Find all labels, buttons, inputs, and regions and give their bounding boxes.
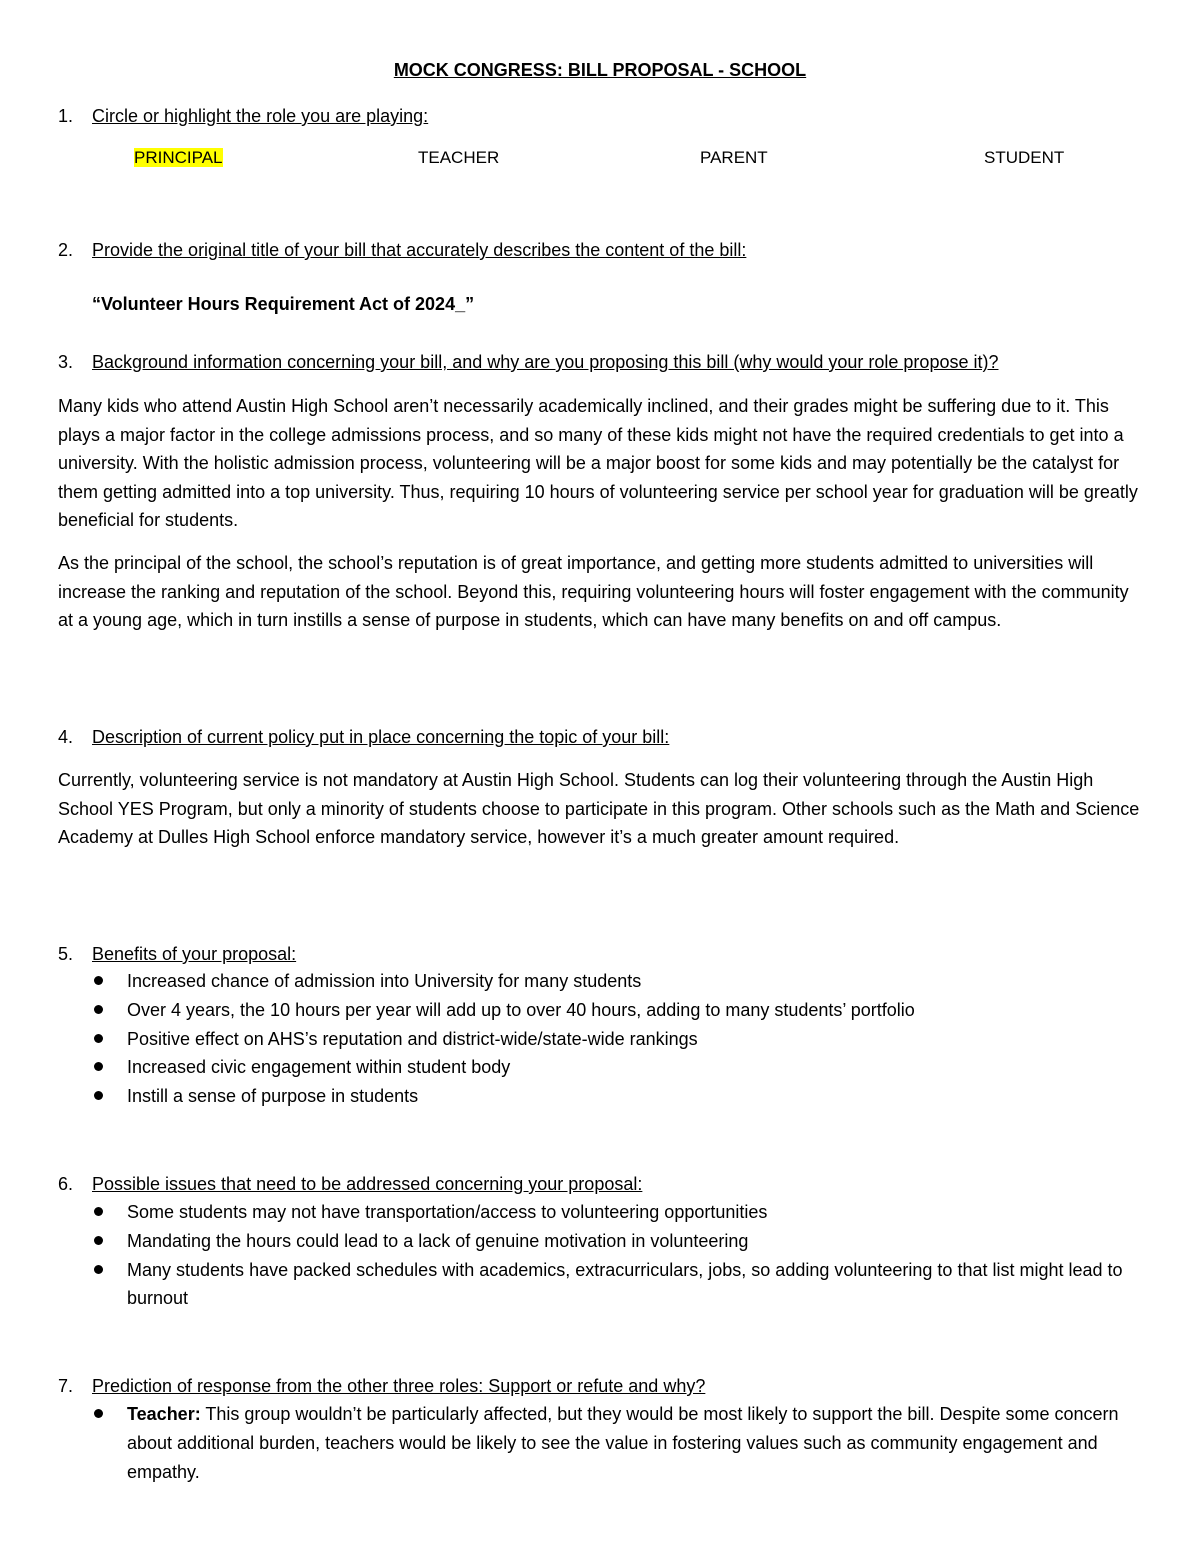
benefit-text: Instill a sense of purpose in students	[127, 1086, 419, 1107]
list-item	[92, 1025, 1152, 1054]
document-title: MOCK CONGRESS: BILL PROPOSAL - SCHOOL	[393, 60, 807, 80]
current-policy-paragraph: Currently, volunteering service is not mandatory at Austin High School. Students can log their volunteering through the Austin High School YES Program, but only a minority of students choose to participate in this program. Other schools such as the Math and Science Academy at Dulles High School enforce mandatory service, however it’s a much greater amount required.	[58, 770, 1140, 848]
benefit-text: Increased civic engagement within student body	[127, 1057, 511, 1078]
bullet-icon	[94, 1062, 103, 1071]
prediction-text: This group wouldn’t be particularly affected, but they would be most likely to support the bill. Despite some concern about additional burden, teachers would be likely to see the value in fostering values such as community engagement and empathy.	[127, 1404, 1119, 1482]
benefit-text: Positive effect on AHS’s reputation and district-wide/state-wide rankings	[127, 1028, 698, 1049]
bullet-icon	[94, 1005, 103, 1014]
bullet-icon	[94, 1409, 103, 1418]
list-item	[92, 1053, 1152, 1082]
question-2-number: 2.	[58, 240, 74, 260]
benefit-text: Over 4 years, the 10 hours per year will add up to over 40 hours, adding to many students’ portfolio	[127, 999, 915, 1020]
bill-title-answer: “Volunteer Hours Requirement Act of 2024_”	[92, 294, 475, 314]
bullet-icon	[94, 1207, 103, 1216]
question-5-number: 5.	[58, 944, 74, 964]
list-item	[92, 1400, 1152, 1486]
list-item	[92, 967, 1152, 996]
list-item	[92, 1256, 1152, 1314]
role-label-student: STUDENT	[984, 148, 1065, 167]
predictions-list	[92, 1400, 1152, 1486]
bullet-icon	[94, 976, 103, 985]
question-4-number: 4.	[58, 727, 74, 747]
question-1-prompt: Circle or highlight the role you are playing:	[92, 106, 429, 126]
bullet-icon	[94, 1091, 103, 1100]
background-paragraph-1: Many kids who attend Austin High School aren’t necessarily academically inclined, and their grades might be suffering due to it. This plays a major factor in the college admissions process, and so many of these kids might not have the required credentials to get into a university. With the holistic admission process, volunteering will be a major boost for some kids and may potentially be the catalyst for them getting admitted into a top university. Thus, requiring 10 hours of volunteering service per school year for graduation will be greatly beneficial for students.	[58, 396, 1138, 531]
role-option-principal[interactable]	[134, 148, 223, 168]
role-option-student[interactable]	[984, 148, 1064, 168]
bullet-icon	[94, 1265, 103, 1274]
role-label-principal: PRINCIPAL	[134, 148, 223, 167]
background-paragraph-2: As the principal of the school, the school’s reputation is of great importance, and getting more students admitted to universities will increase the ranking and reputation of the school. Beyond this, requiring volunteering hours will foster engagement with the community at a young age, which in turn instills a sense of purpose in students, which can have many benefits on and off campus.	[58, 553, 1129, 631]
question-3-number: 3.	[58, 352, 74, 372]
benefits-list	[92, 967, 1152, 1111]
role-option-teacher[interactable]	[418, 148, 499, 168]
list-item	[92, 996, 1152, 1025]
question-7-number: 7.	[58, 1376, 74, 1396]
question-1-number: 1.	[58, 106, 74, 126]
issue-text: Mandating the hours could lead to a lack of genuine motivation in volunteering	[127, 1230, 749, 1251]
question-3-prompt: Background information concerning your bill, and why are you proposing this bill (why would your role propose it)?	[92, 352, 999, 372]
list-item	[92, 1227, 1152, 1256]
question-4-prompt: Description of current policy put in place concerning the topic of your bill:	[92, 727, 670, 747]
bullet-icon	[94, 1236, 103, 1245]
question-7-prompt: Prediction of response from the other three roles: Support or refute and why?	[92, 1376, 706, 1396]
question-2-prompt: Provide the original title of your bill that accurately describes the content of the bill:	[92, 240, 747, 260]
role-label: Teacher:	[127, 1404, 201, 1424]
issue-text: Some students may not have transportation/access to volunteering opportunities	[127, 1202, 768, 1222]
role-label-teacher: TEACHER	[418, 148, 500, 167]
bullet-icon	[94, 1034, 103, 1043]
list-item	[92, 1198, 1152, 1227]
issues-list	[92, 1198, 1152, 1313]
role-label-parent: PARENT	[700, 148, 768, 167]
role-option-parent[interactable]	[700, 148, 768, 168]
benefit-text: Increased chance of admission into University for many students	[127, 971, 642, 991]
issue-text: Many students have packed schedules with academics, extracurriculars, jobs, so adding volunteering to that list might lead to burnout	[127, 1259, 1123, 1309]
list-item	[92, 1082, 1152, 1111]
question-5-prompt: Benefits of your proposal:	[92, 944, 297, 964]
question-6-number: 6.	[58, 1174, 74, 1194]
question-6-prompt: Possible issues that need to be addressed concerning your proposal:	[92, 1174, 643, 1194]
